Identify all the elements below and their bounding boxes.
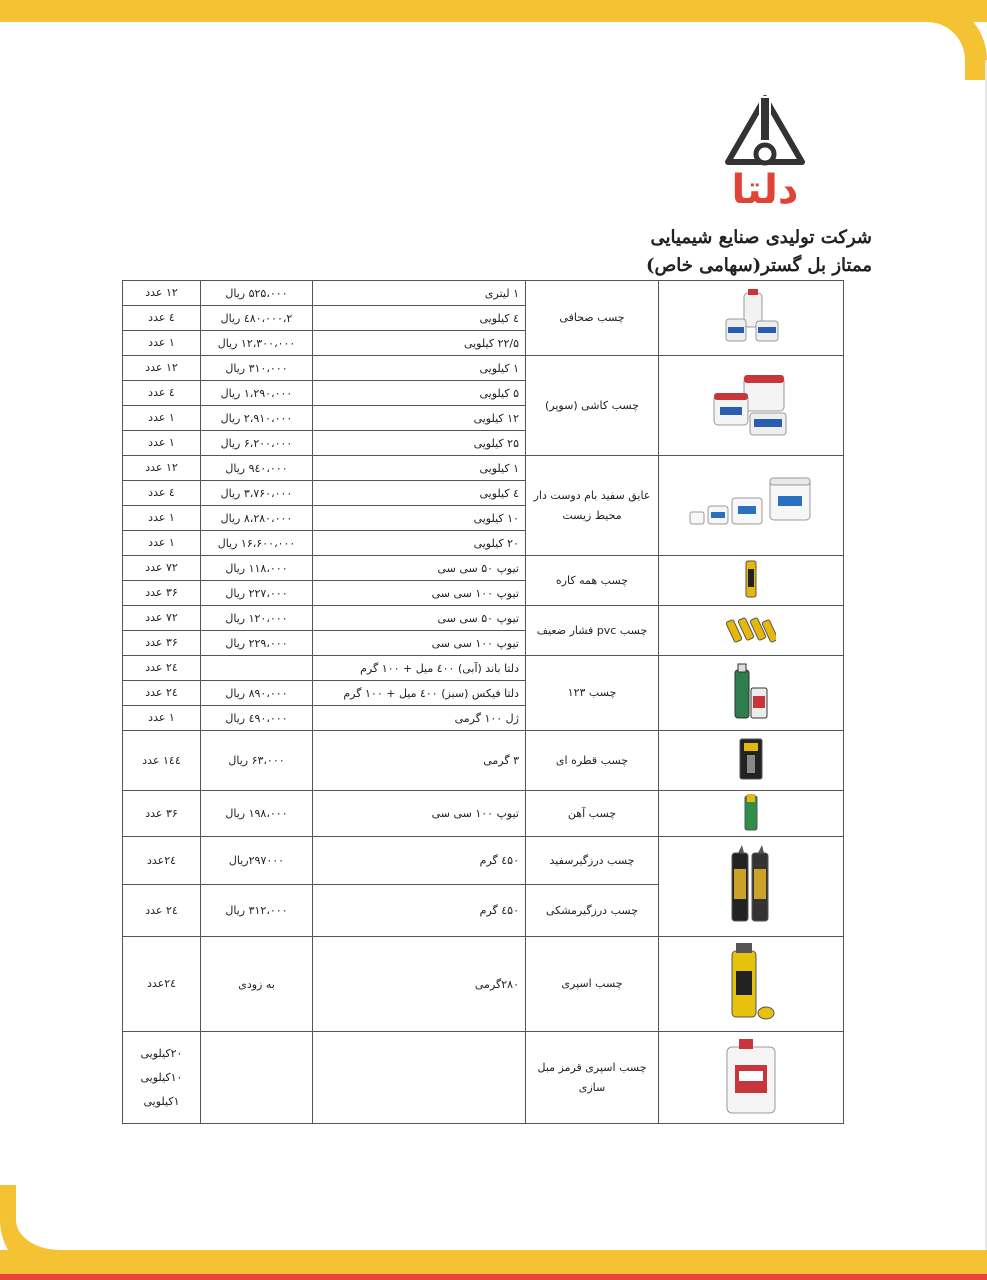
qty-cell: ۱ عدد (123, 431, 201, 456)
price-cell: ۶۳،۰۰۰ ریال (201, 731, 313, 791)
bottom-red-border (0, 1274, 987, 1280)
product-image (659, 656, 844, 731)
qty-cell: ۲٤عدد (123, 837, 201, 885)
qty-cell: ۲٤ عدد (123, 681, 201, 706)
price-cell: ۸۹۰،۰۰۰ ریال (201, 681, 313, 706)
product-name: عایق سفید بام دوست دار محیط زیست (526, 456, 659, 556)
qty-cell: ۲۰کیلویی ۱۰کیلویی ۱کیلویی (123, 1032, 201, 1124)
product-name: چسب آهن (526, 791, 659, 837)
qty-cell: ۱ عدد (123, 706, 201, 731)
size-cell: ۲۸۰گرمی (313, 937, 526, 1032)
size-cell: تیوپ ۱۰۰ سی سی (313, 631, 526, 656)
qty-cell: ۱ عدد (123, 406, 201, 431)
size-cell: دلتا باند (آبی) ٤۰۰ میل + ۱۰۰ گرم (313, 656, 526, 681)
product-name: چسب درزگیرسفید (526, 837, 659, 885)
size-cell: ژل ۱۰۰ گرمی (313, 706, 526, 731)
qty-cell: ۱۲ عدد (123, 456, 201, 481)
price-cell: ۸،۲۸۰،۰۰۰ ریال (201, 506, 313, 531)
product-image (659, 1032, 844, 1124)
qty-cell: ۳۶ عدد (123, 631, 201, 656)
price-cell: به زودی (201, 937, 313, 1032)
qty-cell: ۲٤ عدد (123, 885, 201, 937)
product-image (659, 731, 844, 791)
qty-cell: ۲٤عدد (123, 937, 201, 1032)
size-cell: ۱۲ کیلویی (313, 406, 526, 431)
price-cell: ۱۲،۳۰۰،۰۰۰ ریال (201, 331, 313, 356)
qty-cell: ۱ عدد (123, 331, 201, 356)
size-cell: تیوپ ۵۰ سی سی (313, 556, 526, 581)
product-name: چسب کاشی (سوپر) (526, 356, 659, 456)
drop-glue-pack-icon (736, 737, 766, 781)
table-row (123, 791, 844, 837)
size-cell: ٤۵۰ گرم (313, 837, 526, 885)
product-name: چسب pvc فشار ضعیف (526, 606, 659, 656)
company-name (646, 224, 872, 280)
all-purpose-tube-icon (741, 559, 761, 599)
qty-cell: ۷۲ عدد (123, 556, 201, 581)
price-cell: ۲،٤۸۰،۰۰۰ ریال (201, 306, 313, 331)
size-cell: ۵ کیلویی (313, 381, 526, 406)
price-cell: ۱،۲۹۰،۰۰۰ ریال (201, 381, 313, 406)
spray-can-icon (726, 941, 776, 1025)
qty-cell: ۱٤٤ عدد (123, 731, 201, 791)
product-name: چسب اسپری (526, 937, 659, 1032)
qty-cell: ۳۶ عدد (123, 581, 201, 606)
page-edge (965, 60, 987, 1260)
price-cell: ۳،۷۶۰،۰۰۰ ریال (201, 481, 313, 506)
qty-cell: ۱ عدد (123, 531, 201, 556)
size-cell (313, 1032, 526, 1124)
size-cell: ۳ گرمی (313, 731, 526, 791)
price-cell: ۲،۹۱۰،۰۰۰ ریال (201, 406, 313, 431)
product-name: چسب ۱۲۳ (526, 656, 659, 731)
price-cell: ٤۹۰،۰۰۰ ریال (201, 706, 313, 731)
pvc-glue-tubes-icon (726, 614, 776, 644)
price-cell: ۱۹۸،۰۰۰ ریال (201, 791, 313, 837)
table-row (123, 281, 844, 306)
size-cell: ٤ کیلویی (313, 481, 526, 506)
price-cell (201, 1032, 313, 1124)
price-cell: ۳۱۲،۰۰۰ ریال (201, 885, 313, 937)
table-row (123, 356, 844, 381)
price-cell: ۱۶،۶۰۰،۰۰۰ ریال (201, 531, 313, 556)
price-cell: ۲۲۷،۰۰۰ ریال (201, 581, 313, 606)
size-cell: ۱۰ کیلویی (313, 506, 526, 531)
product-image (659, 937, 844, 1032)
red-spray-gallon-icon (721, 1035, 781, 1117)
table-row (123, 656, 844, 681)
size-cell: ۱ کیلویی (313, 456, 526, 481)
table-row (123, 937, 844, 1032)
iron-glue-tube-icon (741, 792, 761, 832)
size-cell: ۲۲/۵ کیلویی (313, 331, 526, 356)
tile-glue-buckets-icon (710, 369, 792, 439)
table-row (123, 837, 844, 885)
size-cell: ٤۵۰ گرم (313, 885, 526, 937)
price-cell: ۲۹۷۰۰۰ریال (201, 837, 313, 885)
size-cell: ۱ کیلویی (313, 356, 526, 381)
table-row (123, 556, 844, 581)
product-image (659, 791, 844, 837)
price-cell: ۵۲۵،۰۰۰ ریال (201, 281, 313, 306)
qty-cell: ۱۲ عدد (123, 281, 201, 306)
white-glue-bottles-icon (716, 289, 786, 345)
size-cell: تیوپ ۵۰ سی سی (313, 606, 526, 631)
top-border (0, 0, 987, 22)
qty-cell: ۱۲ عدد (123, 356, 201, 381)
price-cell: ۲۲۹،۰۰۰ ریال (201, 631, 313, 656)
delta-triangle-logo-icon (722, 92, 808, 172)
qty-cell: ۱ عدد (123, 506, 201, 531)
size-cell: ۲۰ کیلویی (313, 531, 526, 556)
qty-cell: ٤ عدد (123, 306, 201, 331)
product-image (659, 556, 844, 606)
size-cell: ٤ کیلویی (313, 306, 526, 331)
size-cell: تیوپ ۱۰۰ سی سی (313, 581, 526, 606)
qty-cell: ۳۶ عدد (123, 791, 201, 837)
price-cell (201, 656, 313, 681)
product-image (659, 356, 844, 456)
table-row (123, 1032, 844, 1124)
price-cell: ۳۱۰،۰۰۰ ریال (201, 356, 313, 381)
table-row (123, 606, 844, 631)
price-table (122, 280, 844, 1124)
price-cell: ۶،۲۰۰،۰۰۰ ریال (201, 431, 313, 456)
table-row (123, 456, 844, 481)
product-image (659, 456, 844, 556)
price-cell: ۹٤۰،۰۰۰ ریال (201, 456, 313, 481)
size-cell: ۲۵ کیلویی (313, 431, 526, 456)
product-image (659, 837, 844, 937)
qty-cell: ۲٤ عدد (123, 656, 201, 681)
qty-cell: ٤ عدد (123, 381, 201, 406)
size-cell: تیوپ ۱۰۰ سی سی (313, 791, 526, 837)
product-name: چسب اسپری قرمز مبل سازی (526, 1032, 659, 1124)
brand-name: دلتا (731, 167, 799, 213)
product-name: چسب قطره ای (526, 731, 659, 791)
price-cell: ۱۲۰،۰۰۰ ریال (201, 606, 313, 631)
company-line-1: شرکت تولیدی صنایع شیمیایی (650, 227, 872, 248)
product-image (659, 606, 844, 656)
company-line-2: ممتاز بل گستر(سهامی خاص) (645, 255, 872, 276)
product-image (659, 281, 844, 356)
qty-cell: ٤ عدد (123, 481, 201, 506)
product-name: چسب صحافی (526, 281, 659, 356)
123-glue-spray-icon (731, 662, 771, 722)
product-name: چسب همه کاره (526, 556, 659, 606)
size-cell: دلتا فیکس (سبز) ٤۰۰ میل + ۱۰۰ گرم (313, 681, 526, 706)
size-cell: ۱ لیتری (313, 281, 526, 306)
product-name: چسب درزگیرمشکی (526, 885, 659, 937)
qty-cell: ۷۲ عدد (123, 606, 201, 631)
price-cell: ۱۱۸،۰۰۰ ریال (201, 556, 313, 581)
table-row (123, 731, 844, 791)
roof-insulation-buckets-icon (686, 474, 816, 534)
sealant-cartridges-icon (726, 845, 776, 925)
